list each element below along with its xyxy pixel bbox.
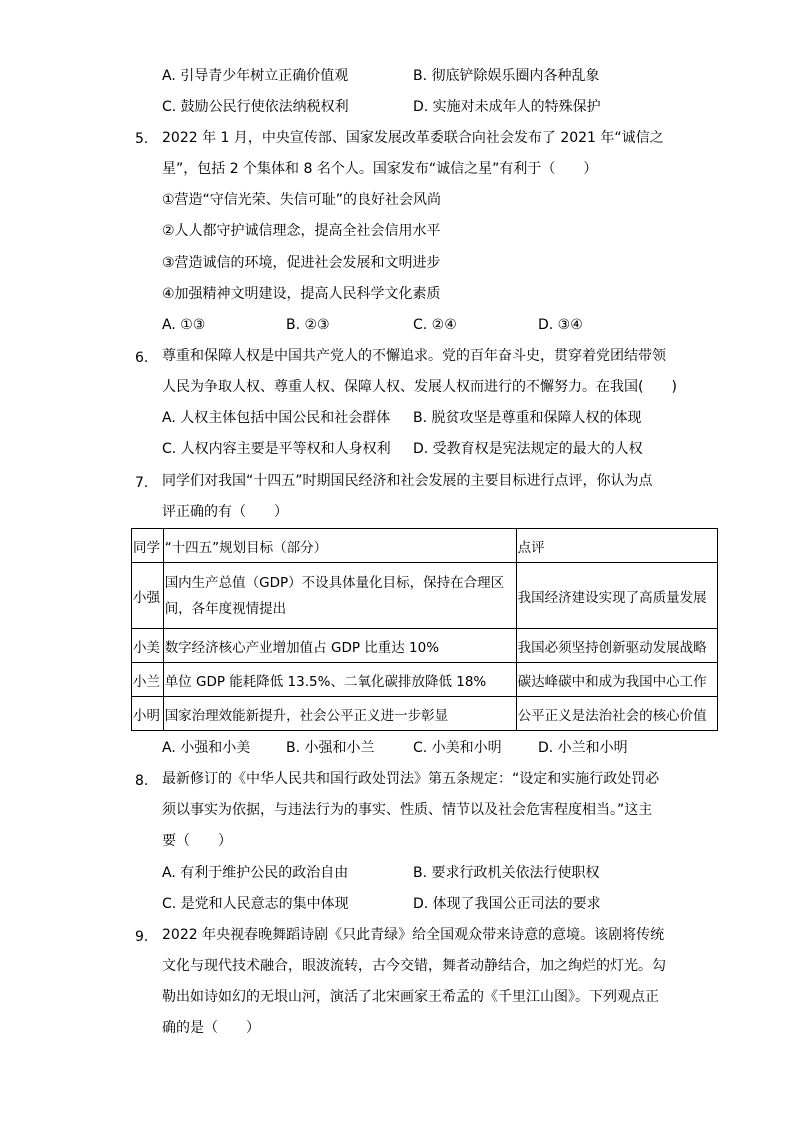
- q5-number: 5.: [135, 131, 149, 147]
- q5-item-2: ②人人都守护诚信理念，提高全社会信用水平: [162, 223, 441, 239]
- table-header-cell: 点评: [516, 529, 717, 563]
- q9-stem-line2: 文化与现代技术融合，眼波流转，古今交错，舞者动静结合，加之绚烂的灯光。勾: [162, 958, 666, 974]
- q9-stem-line1: 2022 年央视春晚舞蹈诗剧《只此青绿》给全国观众带来诗意的意境。该剧将传统: [162, 927, 665, 943]
- q8-stem-line3: 要（ ）: [162, 833, 232, 849]
- q9-stem-line4: 确的是（ ）: [162, 1020, 260, 1036]
- q6-option-d[interactable]: D. 受教育权是宪法规定的最大的人权: [413, 441, 643, 457]
- q8-option-b[interactable]: B. 要求行政机关依法行使职权: [413, 865, 600, 881]
- table-cell-student: 小强: [132, 563, 164, 629]
- q5-option-d[interactable]: D. ③④: [538, 317, 583, 333]
- q7-stem-line1: 同学们对我国“十四五”时期国民经济和社会发展的主要目标进行点评，你认为点: [162, 473, 653, 489]
- table-header-cell: 同学: [132, 529, 164, 563]
- table-row: [132, 663, 718, 697]
- q5-item-1: ①营造“守信光荣、失信可耻”的良好社会风尚: [162, 192, 442, 208]
- q7-option-b[interactable]: B. 小强和小兰: [286, 740, 375, 756]
- q8-number: 8.: [135, 773, 149, 789]
- q6-stem-line1: 尊重和保障人权是中国共产党人的不懈追求。党的百年奋斗史，贯穿着党团结带领: [162, 348, 666, 364]
- table-cell-student: 小兰: [132, 663, 164, 697]
- q8-stem-line1: 最新修订的《中华人民共和国行政处罚法》第五条规定：“设定和实施行政处罚必: [162, 771, 660, 787]
- table-header-cell: “十四五”规划目标（部分）: [163, 529, 516, 563]
- q6-option-c[interactable]: C. 人权内容主要是平等权和人身权利: [162, 441, 391, 457]
- q5-item-3: ③营造诚信的环境，促进社会发展和文明进步: [162, 255, 441, 271]
- q7-option-c[interactable]: C. 小美和小明: [413, 740, 502, 756]
- q5-stem-line2: 星”，包括 2 个集体和 8 名个人。国家发布“诚信之星”有利于（ ）: [162, 161, 598, 177]
- table-cell-comment: 碳达峰碳中和成为我国中心工作: [516, 663, 717, 697]
- table-cell-goal: 单位 GDP 能耗降低 13.5%、二氧化碳排放降低 18%: [163, 663, 516, 697]
- table-cell-goal: 数字经济核心产业增加值占 GDP 比重达 10%: [163, 629, 516, 663]
- table-cell-comment: 我国经济建设实现了高质量发展: [516, 563, 717, 629]
- q5-stem-line1: 2022 年 1 月，中央宣传部、国家发展改革委联合向社会发布了 2021 年“诚信之: [162, 130, 664, 146]
- q8-option-c[interactable]: C. 是党和人民意志的集中体现: [162, 896, 349, 912]
- q4-option-d[interactable]: D. 实施对未成年人的特殊保护: [413, 99, 601, 115]
- q7-stem-line2: 评正确的有（ ）: [162, 504, 288, 520]
- q6-option-b[interactable]: B. 脱贫攻坚是尊重和保障人权的体现: [413, 410, 642, 426]
- table-header-row: [132, 529, 718, 563]
- q4-option-c[interactable]: C. 鼓励公民行使依法纳税权利: [162, 99, 349, 115]
- q5-item-4: ④加强精神文明建设，提高人民科学文化素质: [162, 286, 441, 302]
- q9-number: 9.: [135, 929, 149, 945]
- q5-option-c[interactable]: C. ②④: [413, 317, 457, 333]
- table-cell-student: 小明: [132, 697, 164, 731]
- q8-stem-line2: 须以事实为依据，与违法行为的事实、性质、情节以及社会危害程度相当。”这主: [162, 802, 653, 818]
- q6-number: 6.: [135, 350, 149, 366]
- q7-number: 7.: [135, 475, 149, 491]
- table-cell-goal: 国家治理效能新提升，社会公平正义进一步彰显: [163, 697, 516, 731]
- q7-table: [131, 528, 718, 731]
- q9-stem-line3: 勒出如诗如幻的无垠山河，演活了北宋画家王希孟的《千里江山图》。下列观点正: [162, 989, 659, 1005]
- table-cell-goal: 国内生产总值（GDP）不设具体量化目标，保持在合理区间，各年度视情提出: [163, 563, 516, 629]
- table-row: [132, 563, 718, 629]
- table-cell-comment: 我国必须坚持创新驱动发展战略: [516, 629, 717, 663]
- q7-option-d[interactable]: D. 小兰和小明: [538, 740, 628, 756]
- q5-option-b[interactable]: B. ②③: [286, 317, 330, 333]
- q6-option-a[interactable]: A. 人权主体包括中国公民和社会群体: [162, 410, 391, 426]
- table-cell-student: 小美: [132, 629, 164, 663]
- table-cell-comment: 公平正义是法治社会的核心价值: [516, 697, 717, 731]
- q8-option-d[interactable]: D. 体现了我国公正司法的要求: [413, 896, 601, 912]
- q5-option-a[interactable]: A. ①③: [162, 317, 206, 333]
- q6-stem-line2: 人民为争取人权、尊重人权、保障人权、发展人权而进行的不懈努力。在我国( ): [162, 379, 677, 395]
- q7-option-a[interactable]: A. 小强和小美: [162, 740, 251, 756]
- q4-option-b[interactable]: B. 彻底铲除娱乐圈内各种乱象: [413, 68, 600, 84]
- table-row: [132, 697, 718, 731]
- q8-option-a[interactable]: A. 有利于维护公民的政治自由: [162, 865, 349, 881]
- q4-option-a[interactable]: A. 引导青少年树立正确价值观: [162, 68, 349, 84]
- table-row: [132, 629, 718, 663]
